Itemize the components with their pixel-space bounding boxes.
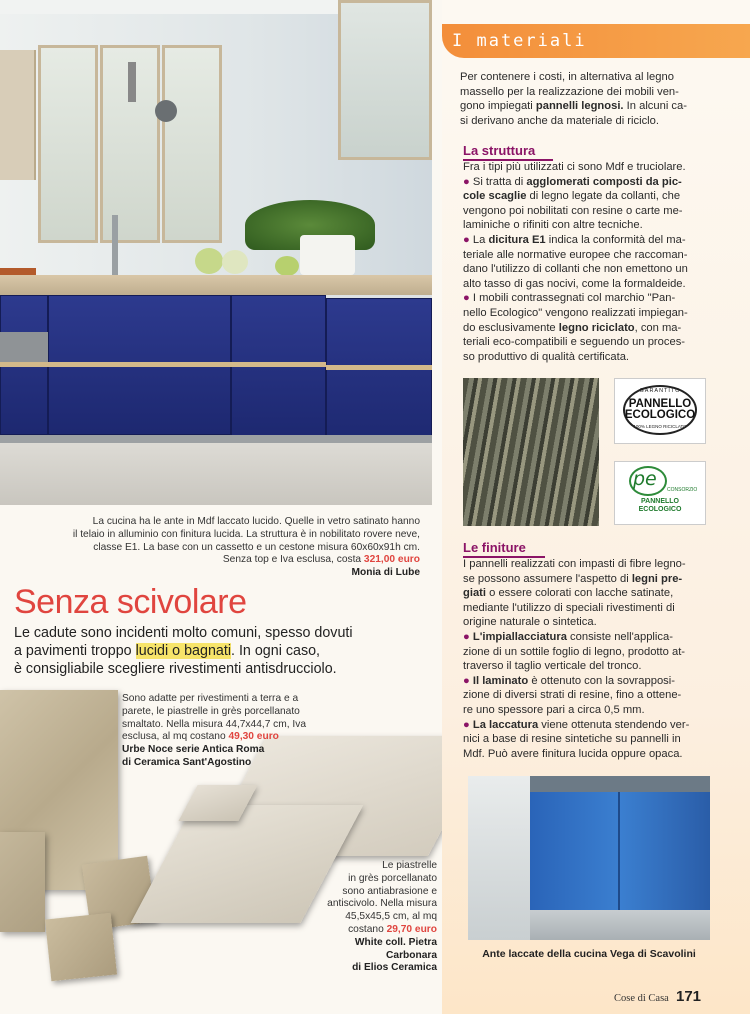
lacquer-cabinet-photo xyxy=(468,776,710,940)
pannello-ecologico-logo xyxy=(614,378,706,444)
bullet-icon: ● xyxy=(463,175,470,188)
logo-pe-mark: pe xyxy=(633,468,657,490)
text: di legno legate da collanti, che xyxy=(529,190,681,203)
materiali-header-title: I materiali xyxy=(452,31,587,51)
caption-price: 321,00 euro xyxy=(363,554,420,566)
tile1-product: Urbe Noce serie Antica Roma xyxy=(122,744,265,756)
bullet-icon: ● xyxy=(463,292,470,305)
bullet-icon: ● xyxy=(463,674,470,687)
finiture-text xyxy=(463,557,748,761)
tile2-product: Carbonara xyxy=(386,949,437,961)
bullet-icon: ● xyxy=(463,718,470,731)
photo-lower xyxy=(530,910,710,940)
lead-highlight: lucidi o bagnati xyxy=(135,643,231,659)
consorzio-pannello-logo xyxy=(614,461,706,525)
text-bold: pannelli legnosi. xyxy=(535,100,624,113)
photo-handle-strip xyxy=(326,365,432,370)
text-line: so produttivo di qualità certificata. xyxy=(463,350,630,363)
finiture-title: Le finiture xyxy=(463,540,526,555)
bullet-icon: ● xyxy=(463,630,470,643)
caption-line: 45,5x45,5 cm, al mq xyxy=(345,911,437,923)
lead-line: è consigliabile scegliere rivestimenti antisdrucciolo. xyxy=(14,661,337,677)
text: se possono assumere l'aspetto di xyxy=(463,572,629,585)
photo-countertop xyxy=(0,275,432,295)
text-bold: cole scaglie xyxy=(463,190,527,203)
text-line: alto tasso di gas nocivi, come la formaldeide. xyxy=(463,277,686,290)
caption-line: Sono adatte per rivestimenti a terra e a xyxy=(122,693,299,704)
logo-line: PANNELLO xyxy=(641,498,679,505)
photo-plinth xyxy=(0,435,432,443)
text-bold: dicitura E1 xyxy=(488,233,546,246)
logo-top-text: GARANTITO xyxy=(639,388,681,394)
logo-bottom-text: 100% LEGNO RICICLATO xyxy=(633,424,687,429)
text: è ottenuto con la sovrapposi- xyxy=(531,674,675,687)
logo-line: ECOLOGICO xyxy=(624,409,696,421)
tile1-product: di Ceramica Sant'Agostino xyxy=(122,756,252,768)
tile-beige xyxy=(0,832,45,932)
text-line: laminiche o rifiniti con altre tecniche. xyxy=(463,219,643,232)
text-bold: legno riciclato xyxy=(558,321,635,334)
text: gono impiegati xyxy=(460,100,533,113)
text-line: teriali eco-compatibili e seguendo un proces- xyxy=(463,336,686,349)
text: In alcuni ca- xyxy=(626,100,687,113)
tile1-price: 49,30 euro xyxy=(228,731,279,743)
bullet-icon: ● xyxy=(463,233,470,246)
text-line xyxy=(463,674,748,689)
photo-top xyxy=(530,776,710,792)
wood-texture-photo xyxy=(463,378,599,526)
text-line: teriale alle normative europee che raccoman- xyxy=(463,248,688,261)
text-line xyxy=(463,175,748,190)
text-line: I pannelli realizzati con impasti di fibre legno- xyxy=(463,558,686,570)
tile2-product: White coll. Pietra xyxy=(354,936,437,948)
photo-faucet xyxy=(112,215,118,275)
struttura-text xyxy=(463,160,748,364)
tile-beige-small xyxy=(45,913,117,982)
photo-glass-door xyxy=(38,45,98,243)
logo-main-text xyxy=(615,399,705,421)
section-title: Senza scivolare xyxy=(14,583,247,621)
struttura-title: La struttura xyxy=(463,143,536,158)
text-line: mediante l'utilizzo di speciali rivestimenti di xyxy=(463,601,675,614)
lead-text: . In ogni caso, xyxy=(231,643,321,659)
text-line xyxy=(463,572,748,587)
caption-line: classe E1. La base con un cassetto e un cestone misura 60x60x91h cm. xyxy=(93,541,420,553)
text-line: massello per la realizzazione dei mobili ven- xyxy=(460,85,679,98)
text-line: re uno spessore pari a circa 0,5 mm. xyxy=(463,703,645,716)
photo-door-gap xyxy=(618,792,620,910)
text-line: Fra i tipi più utilizzati ci sono Mdf e truciolare. xyxy=(463,161,686,173)
caption-text: esclusa, al mq costano xyxy=(122,731,226,743)
text-line xyxy=(463,321,748,336)
photo-shelf xyxy=(0,50,36,180)
photo-blue-cabinet xyxy=(231,295,326,440)
text-bold: La laccatura xyxy=(472,718,539,731)
kitchen-caption xyxy=(20,516,420,580)
text-bold: agglomerati composti da pic- xyxy=(526,175,682,188)
caption-line xyxy=(300,924,437,937)
magazine-name: Cose di Casa xyxy=(614,993,669,1004)
photo-blue-cabinet xyxy=(326,298,432,448)
tile2-price: 29,70 euro xyxy=(386,923,437,935)
text-line: Per contenere i costi, in alternativa al legno xyxy=(460,71,674,83)
text-line: traverso il taglio verticale del tronco. xyxy=(463,660,642,673)
photo-wall-cabinet xyxy=(338,0,432,160)
text-line xyxy=(463,233,748,248)
page-number: 171 xyxy=(676,988,702,1005)
text-line: zione di un sottile foglio di legno, prodotto at- xyxy=(463,645,686,658)
caption-line: Le piastrelle xyxy=(382,860,437,871)
text-line xyxy=(463,291,748,306)
section-lead xyxy=(14,624,434,678)
caption-line: parete, le piastrelle in grès porcellanato xyxy=(122,705,300,717)
caption-line: il telaio in alluminio con finitura lucida. La struttura è in nobilitato rovere neve, xyxy=(72,528,420,540)
text: do esclusivamente xyxy=(463,321,556,334)
text-bold: giati xyxy=(463,587,486,600)
caption-text: Senza top e Iva esclusa, costa xyxy=(222,554,362,566)
text: Si tratta di xyxy=(472,175,524,188)
photo-lamp xyxy=(128,62,136,102)
text-bold: L'impiallacciatura xyxy=(472,630,567,643)
text-bold: legni pre- xyxy=(631,572,683,585)
photo-floor xyxy=(0,440,432,505)
text-line: dano l'utilizzo di collanti che non emettono un xyxy=(463,263,688,276)
text-line xyxy=(463,630,748,645)
photo-vegetable xyxy=(222,250,248,274)
text-line: si derivano anche da materiale di riciclo. xyxy=(460,114,659,127)
text-line: nici a base di resine sintetiche su pannelli in xyxy=(463,733,681,746)
lead-line xyxy=(14,642,434,660)
text: o essere colorati con lacche satinate, xyxy=(489,587,674,600)
text-line xyxy=(463,189,748,204)
text-bold: Il laminato xyxy=(472,674,529,687)
logo-small-text: CONSORZIO xyxy=(667,487,698,493)
text-line xyxy=(463,586,748,601)
caption-product: Monia di Lube xyxy=(351,567,420,579)
text: indica la conformità del ma- xyxy=(548,233,686,246)
photo-lamp xyxy=(155,100,177,122)
text: consiste nell'applica- xyxy=(570,630,673,643)
text: viene ottenuta stendendo ver- xyxy=(541,718,690,731)
logo-line: PANNELLO xyxy=(628,398,692,410)
caption-line: La cucina ha le ante in Mdf laccato lucido. Quelle in vetro satinato hanno xyxy=(92,516,420,527)
caption-line xyxy=(20,554,420,567)
text-line: zione di diversi strati di resine, fino a ottene- xyxy=(463,689,682,702)
photo-vegetable xyxy=(195,248,223,274)
photo-wall xyxy=(468,776,530,940)
caption-line xyxy=(122,731,322,744)
logo-text xyxy=(615,498,705,514)
photo-glass-door xyxy=(162,45,222,243)
text-line xyxy=(463,718,748,733)
lead-text: a pavimenti troppo xyxy=(14,643,132,659)
text-line: nello Ecologico" vengono realizzati impiegan- xyxy=(463,306,688,319)
logo-line: ECOLOGICO xyxy=(638,506,682,513)
photo-blue-doors xyxy=(530,792,710,910)
caption-line: in grès porcellanato xyxy=(348,872,437,884)
photo-vegetable xyxy=(275,256,299,276)
lead-line: Le cadute sono incidenti molto comuni, spesso dovuti xyxy=(14,625,353,641)
text-line xyxy=(460,99,745,114)
caption-line: antiscivolo. Nella misura xyxy=(327,898,437,910)
caption-text: costano xyxy=(348,923,384,935)
text: La xyxy=(472,233,486,246)
materiali-intro xyxy=(460,70,745,128)
text: , con ma- xyxy=(634,321,682,334)
text-line: Mdf. Può avere finitura lucida oppure opaca. xyxy=(463,747,683,760)
tile2-caption xyxy=(300,860,437,975)
caption-line: smaltato. Nella misura 44,7x44,7 cm, Iva xyxy=(122,718,307,730)
caption-line: sono antiabrasione e xyxy=(342,885,437,897)
tile2-product: di Elios Ceramica xyxy=(352,962,437,974)
photo-handle-strip xyxy=(0,362,326,367)
tile1-caption xyxy=(122,693,322,770)
lacquer-photo-caption: Ante laccate della cucina Vega di Scavolini xyxy=(482,948,696,960)
text-line: origine naturale o sintetica. xyxy=(463,616,597,629)
photo-vase xyxy=(300,235,355,275)
kitchen-photo xyxy=(0,0,432,505)
text: I mobili contrassegnati col marchio "Pan- xyxy=(472,292,676,305)
photo-oven xyxy=(0,332,48,362)
text-line: vengono poi nobilitati con resine o carte me- xyxy=(463,204,683,217)
